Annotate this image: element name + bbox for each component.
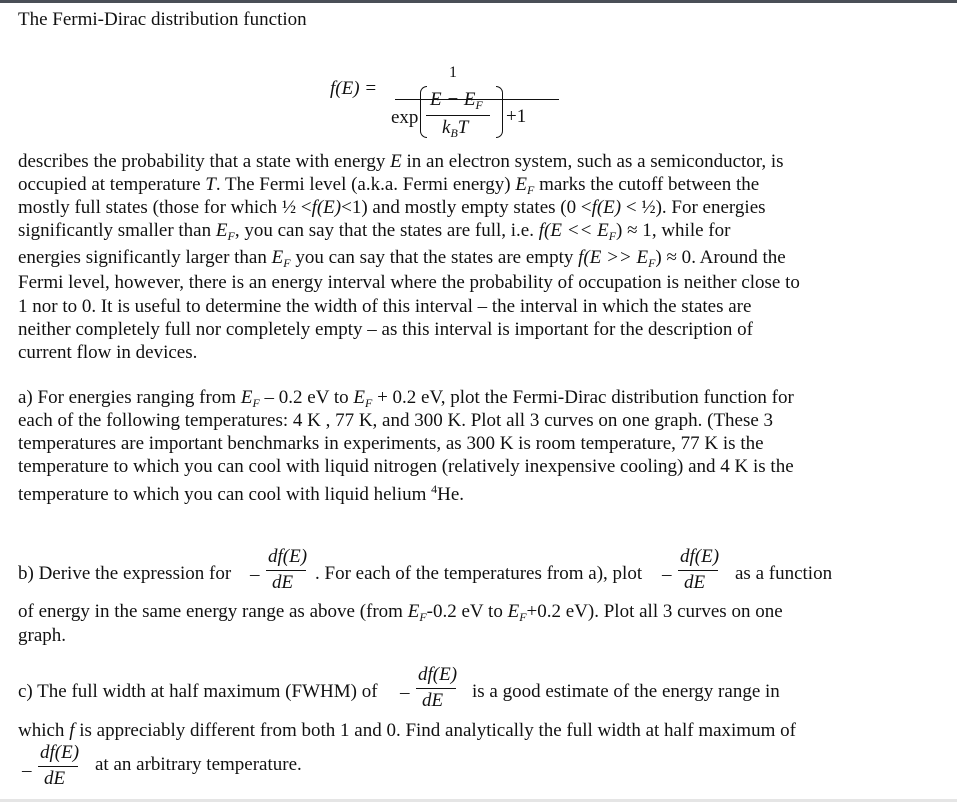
- part-c-line-3: at an arbitrary temperature.: [95, 754, 302, 775]
- intro-line-6: Fermi level, however, there is an energy interval where the probability of occupation is neither close to: [18, 272, 800, 293]
- intro-line-1: describes the probability that a state with energy E in an electron system, such as a semiconductor, is: [18, 151, 784, 172]
- formula-left-paren: [420, 86, 427, 138]
- part-a-line-2: each of the following temperatures: 4 K , 77 K, and 300 K. Plot all 3 curves on one graph. (These 3: [18, 410, 774, 431]
- formula-inner-bar: [426, 115, 490, 116]
- intro-line-4: significantly smaller than $E_F$, you can say that the states are full, i.e. $f(E << E_F) \approx 1$, while for: [18, 220, 731, 243]
- intro-line-8: neither completely full nor completely empty – as this interval is important for the description of: [18, 319, 754, 340]
- intro-line-2: occupied at temperature T. The Fermi level (a.k.a. Fermi energy) $E_F$ marks the cutoff between the: [18, 174, 760, 197]
- formula-right-paren: [496, 86, 503, 138]
- formula-inner-denominator: $k_BT$: [442, 117, 469, 140]
- formula-exp: exp: [391, 107, 419, 128]
- page-title: The Fermi-Dirac distribution function: [18, 9, 307, 30]
- top-border: [0, 0, 957, 3]
- part-b-line-3: graph.: [18, 625, 67, 646]
- derivative-fraction-b1: – df(E) dE: [250, 546, 308, 593]
- formula-plus-one: +1: [506, 106, 527, 127]
- part-a-line-3: temperatures are important benchmarks in experiments, as 300 K is room temperature, 77 K is the: [18, 433, 764, 454]
- derivative-fraction-c2: – df(E) dE: [22, 742, 80, 789]
- part-b-line-2: of energy in the same energy range as above (from $E_F-0.2$ eV to $E_F+0.2$ eV). Plot all 3 curves on one: [18, 601, 783, 624]
- formula-lhs: f(E) =: [330, 78, 378, 99]
- part-c-line-2: which f is appreciably different from both 1 and 0. Find analytically the full width at half maximum of: [18, 720, 796, 741]
- derivative-fraction-b2: – df(E) dE: [662, 546, 720, 593]
- intro-line-9: current flow in devices.: [18, 342, 198, 363]
- derivative-fraction-c1: – df(E) dE: [400, 664, 458, 711]
- part-c-line-1b: is a good estimate of the energy range in: [472, 681, 780, 702]
- part-a-line-1: a) For energies ranging from $E_F - 0.2$ eV to $E_F + 0.2$ eV, plot the Fermi-Dirac distribution function for: [18, 387, 794, 410]
- part-a-line-4: temperature to which you can cool with liquid nitrogen (relatively inexpensive cooling) and 4 K is the: [18, 456, 794, 477]
- part-b-line-1b: . For each of the temperatures from a), plot: [315, 563, 643, 584]
- part-b-line-1a: b) Derive the expression for: [18, 563, 232, 584]
- part-b-line-1c: as a function: [735, 563, 833, 584]
- part-c-line-1a: c) The full width at half maximum (FWHM) of: [18, 681, 378, 702]
- intro-line-7: 1 nor to 0. It is useful to determine the width of this interval – the interval in which the states are: [18, 296, 752, 317]
- intro-line-3: mostly full states (those for which ½ <f(E)<1) and mostly empty states (0 <f(E) < ½). For energies: [18, 197, 766, 218]
- intro-line-5: energies significantly larger than $E_F$ you can say that the states are empty $f(E >> E_F) \approx 0$. Around the: [18, 247, 786, 270]
- formula-numerator: 1: [449, 64, 457, 81]
- part-a-line-5: temperature to which you can cool with liquid helium $^4$He.: [18, 482, 465, 505]
- fermi-dirac-formula: [330, 62, 560, 146]
- formula-inner-numerator: $E - E_F$: [430, 89, 483, 112]
